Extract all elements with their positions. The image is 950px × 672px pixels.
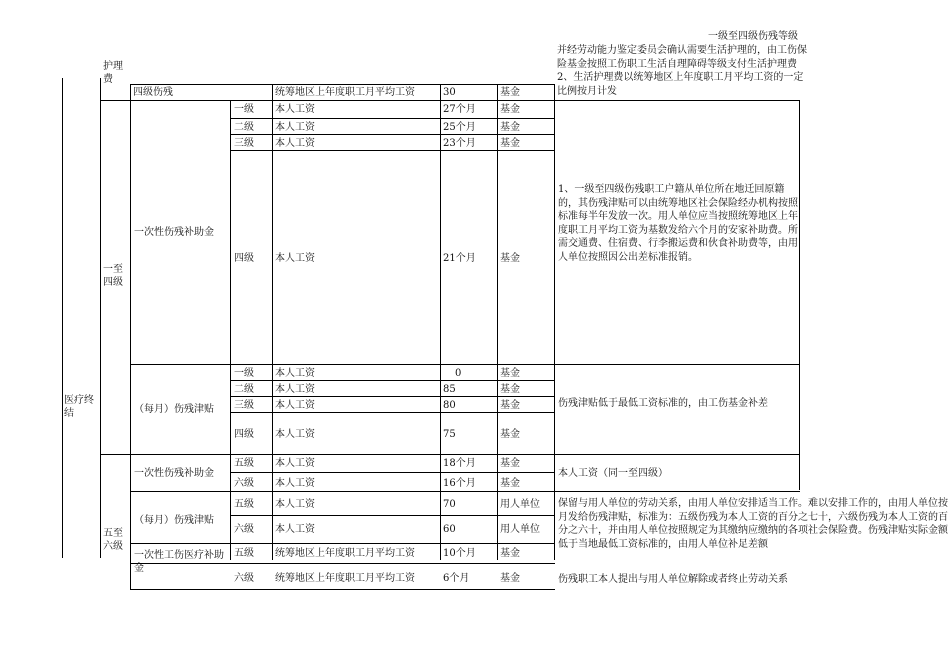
table-border	[230, 380, 555, 381]
base-cell: 本人工资	[275, 368, 315, 379]
monthly-allowance-label: （每月）伤残津贴	[134, 404, 214, 415]
base-cell: 本人工资	[275, 524, 315, 535]
amount-cell: 25个月	[443, 122, 476, 133]
monthly-allowance-label: （每月）伤残津贴	[134, 515, 214, 526]
table-border	[130, 84, 555, 85]
level-cell: 五级	[234, 458, 254, 469]
source-cell: 基金	[500, 253, 520, 264]
table-border	[230, 563, 555, 564]
amount-cell: 21个月	[443, 253, 476, 264]
table-border	[440, 84, 441, 560]
base-cell: 统筹地区上年度职工月平均工资	[275, 548, 415, 559]
table-border	[130, 84, 131, 560]
level-cell: 五级	[234, 548, 254, 559]
table-border	[799, 100, 800, 490]
base-cell: 本人工资	[275, 458, 315, 469]
table-border	[230, 396, 555, 397]
base-cell: 本人工资	[275, 499, 315, 510]
monthly-allowance-note: 保留与用人单位的劳动关系，由用人单位安排适当工作。难以安排工作的，由用人单位按月发给伤残津贴，标准为：五级伤残为本人工资的百分之七十，六级伤残为本人工资的百分之六十，并由用人单位按照规定为其缴纳应缴纳的各项社会保险费。伤残津贴实际金额低于当地最低工资标准的，由用人单位补足差额	[558, 498, 948, 550]
base-cell: 本人工资	[275, 384, 315, 395]
amount-cell: 75	[443, 429, 456, 440]
amount-cell: 80	[443, 400, 456, 411]
table-border	[100, 100, 800, 101]
group-5-6-label: 五至六级	[103, 528, 123, 552]
base-cell: 本人工资	[275, 122, 315, 133]
source-cell: 用人单位	[500, 499, 540, 510]
source-cell: 基金	[500, 122, 520, 133]
base-cell: 本人工资	[275, 253, 315, 264]
table-border	[230, 150, 555, 151]
amount-cell: 6个月	[443, 573, 470, 584]
table-border	[272, 84, 273, 560]
amount-cell: 70	[443, 499, 456, 510]
level-cell: 四级	[234, 253, 254, 264]
amount-cell: 16个月	[443, 478, 476, 489]
base-cell: 本人工资	[275, 400, 315, 411]
table-border	[554, 84, 555, 560]
monthly-allowance-note: 伤残津贴低于最低工资标准的，由工伤基金补差	[558, 398, 768, 409]
level-cell: 一级	[234, 104, 254, 115]
table-border	[497, 84, 498, 560]
lump-sum-note: 本人工资（同一至四级）	[558, 468, 668, 479]
table-border	[100, 78, 101, 558]
source-cell: 基金	[500, 478, 520, 489]
level-cell: 三级	[234, 138, 254, 149]
base-cell: 本人工资	[275, 138, 315, 149]
amount-cell: 0	[455, 368, 462, 379]
level-cell: 六级	[234, 478, 254, 489]
base-cell: 统筹地区上年度职工月平均工资	[275, 573, 415, 584]
cell-source: 基金	[500, 87, 520, 98]
top-note: 并经劳动能力鉴定委员会确认需要生活护理的，由工伤保险基金按照工伤职工生活自理障碍等级支付生活护理费 2、生活护理费以统筹地区上年度职工月平均工资的一定比例按月计发	[557, 45, 807, 97]
amount-cell: 18个月	[443, 458, 476, 469]
level-cell: 一级	[234, 368, 254, 379]
table-border	[62, 78, 63, 558]
table-border	[130, 364, 800, 365]
amount-cell: 23个月	[443, 138, 476, 149]
table-border	[230, 134, 555, 135]
source-cell: 用人单位	[500, 524, 540, 535]
level-cell: 五级	[234, 499, 254, 510]
group-1-4-label: 一至四级	[103, 264, 123, 288]
source-cell: 基金	[500, 138, 520, 149]
lump-sum-label: 一次性伤残补助金	[134, 468, 214, 479]
cell-base: 统筹地区上年度职工月平均工资	[275, 87, 415, 98]
base-cell: 本人工资	[275, 429, 315, 440]
table-border	[130, 543, 131, 590]
table-border	[230, 472, 555, 473]
level-cell: 二级	[234, 384, 254, 395]
lump-sum-note: 1、一级至四级伤残职工户籍从单位所在地迁回原籍的，其伤残津贴可以由统筹地区社会保险经办机构按照标准每半年发放一次。用人单位应当按照统筹地区上年度职工月平均工资为基数发给六个月的安家补助费。所需交通费、住宿费、行李搬运费和伙食补助费等，由用人单位按照因公出差标准报销。	[558, 184, 798, 263]
table-border	[230, 412, 555, 413]
source-cell: 基金	[500, 573, 520, 584]
base-cell: 本人工资	[275, 478, 315, 489]
level-cell: 四级	[234, 429, 254, 440]
base-cell: 本人工资	[275, 104, 315, 115]
level-cell: 六级	[234, 524, 254, 535]
lump-sum-label: 一次性伤残补助金	[134, 227, 214, 238]
source-cell: 基金	[500, 368, 520, 379]
amount-cell: 60	[443, 524, 456, 535]
amount-cell: 85	[443, 384, 456, 395]
level-cell: 六级	[234, 573, 254, 584]
table-border	[230, 118, 555, 119]
table-border	[100, 454, 800, 455]
cell-amount: 30	[443, 87, 456, 98]
source-cell: 基金	[500, 400, 520, 411]
medical-subsidy-label: 一次性工伤医疗补助金	[134, 550, 224, 574]
level-cell: 二级	[234, 122, 254, 133]
amount-cell: 27个月	[443, 104, 476, 115]
source-cell: 基金	[500, 104, 520, 115]
top-note-line1: 一级至四级伤残等级	[708, 31, 798, 42]
source-cell: 基金	[500, 458, 520, 469]
source-cell: 基金	[500, 548, 520, 559]
amount-cell: 10个月	[443, 548, 476, 559]
table-border	[130, 543, 555, 544]
table-border	[130, 491, 800, 492]
table-border	[130, 589, 555, 590]
medical-subsidy-note: 伤残职工本人提出与用人单位解除或者终止劳动关系	[558, 574, 788, 585]
level-cell: 三级	[234, 400, 254, 411]
medical-end-label: 医疗终结	[64, 395, 94, 419]
cell-grade: 四级伤残	[133, 87, 173, 98]
nursing-fee-label: 护理费	[103, 61, 123, 85]
source-cell: 基金	[500, 384, 520, 395]
table-border	[230, 515, 555, 516]
source-cell: 基金	[500, 429, 520, 440]
